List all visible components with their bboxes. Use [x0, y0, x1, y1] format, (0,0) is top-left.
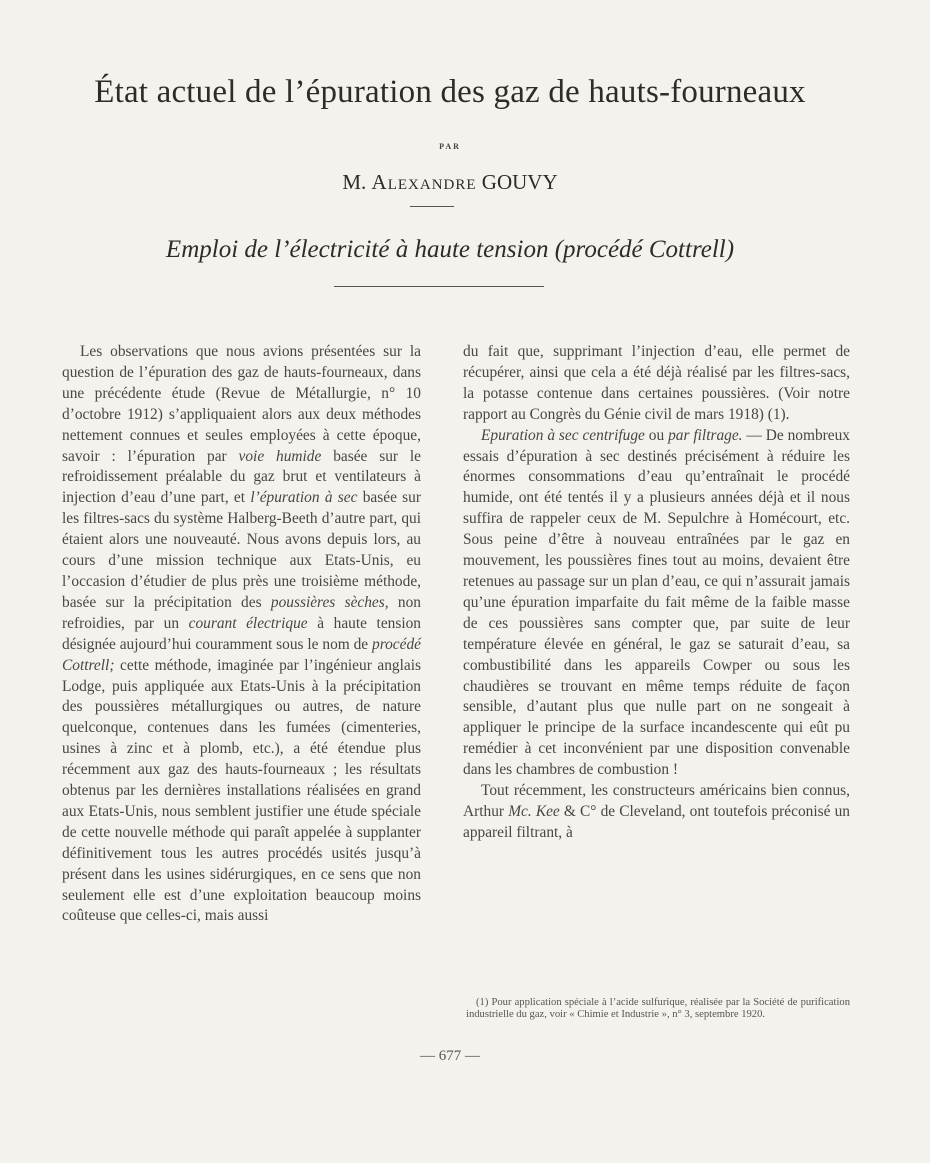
text-run: basée sur le refroidissement préalable du gaz brut et ventilateurs à injection d’eau d’une part, et	[62, 447, 422, 507]
emphasis: courant électrique	[188, 614, 308, 632]
text-run: non refroidies, par un	[62, 593, 421, 632]
emphasis: par filtrage.	[668, 426, 743, 444]
article-title: État actuel de l’épuration des gaz de hauts-fourneaux	[94, 74, 806, 110]
emphasis: poussières sèches,	[270, 593, 389, 611]
emphasis: procédé Cottrell;	[62, 635, 421, 674]
paragraph	[62, 342, 421, 927]
subtitle-divider	[334, 286, 544, 287]
author-first-name: Alexandre	[371, 170, 477, 194]
paragraph	[463, 781, 850, 844]
paragraph	[463, 426, 850, 781]
text-run: à haute tension désignée aujourd’hui couramment sous le nom de	[62, 614, 421, 653]
author-line	[0, 170, 900, 195]
text-run: Tout récemment, les constructeurs américains bien connus, Arthur	[463, 782, 850, 820]
text-run: basée sur les filtres-sacs du système Halberg-Beeth d’autre part, qui étaient alors une nouveauté. Nous avons depuis lors, au cours d’une mission technique aux Etats-Unis, eu l’occasion d’étudier de plus près une troisième méthode, basée sur la précipitation des	[62, 489, 421, 611]
text-run: Les observations que nous avions présentées sur la question de l’épuration des gaz de hauts-fourneaux, dans une précédente étude (Revue de Métallurgie, n° 10 d’octobre 1912) s’appliquaient alors aux deux méthodes nettement connues et seules employées à cette époque, savoir : l’épuration par	[62, 343, 421, 465]
text-run: & C° de Cleveland, ont toutefois préconisé un appareil filtrant, à	[463, 802, 850, 841]
right-column	[463, 342, 850, 844]
paragraph: du fait que, supprimant l’injection d’eau, elle permet de récupérer, ainsi que cela a été déjà réalisé par les filtres-sacs, la potasse contenue dans certaines poussières. (Voir notre rapport au Congrès du Génie civil de mars 1918) (1).	[463, 343, 850, 423]
emphasis: voie humide	[238, 447, 322, 465]
text-run: cette méthode, imaginée par l’ingénieur anglais Lodge, puis appliquée aux Etats-Unis à la précipitation des poussières métallurgiques ou autres, de nature quelconque, contenues dans les fumées (cimenteries, usines à zinc et à plomb, etc.), a été étendue plus récemment aux gaz des hauts-fourneaux ; les résultats obtenus par les dernières installations réalisées en grand aux Etats-Unis, nous semblent justifier une étude spéciale de cette nouvelle méthode qui paraît appelée à supplanter définitivement tous les autres procédés usités jusqu’à présent dans les usines sidérurgiques, en ce sens que non seulement elle est d’une exploitation beaucoup moins coûteuse que celles-ci, mais aussi	[62, 656, 421, 925]
emphasis: Mc. Kee	[508, 802, 560, 820]
left-column	[62, 342, 421, 927]
text-run: — De nombreux essais d’épuration à sec destinés précisément à réduire les énormes consommations d’eau qu’entraînait le procédé humide, ont été tentés il y a plusieurs années déjà et il nous suffira de rappeler ceux de M. Sepulchre à Homécourt, etc. Sous peine d’être à nouveau entraînées par le gaz en mouvement, les poussières fines tout au moins, devaient être retenues au passage sur un plan d’eau, ce qui n’assurait jamais qu’une épuration imparfaite du fait même de la faible masse de ces poussières sans compter que, par suite de leur température élevée en général, le gaz se saturait d’eau, sa combustibilité dans les appareils Cowper ou sous les chaudières se trouvant en même temps réduite de façon sensible, d’autant plus que nulle part on ne songeait à appliquer le principe de la surface incandescente qui eût pu remédier à cet inconvénient par une disposition convenable dans les chambres de combustion !	[463, 426, 850, 779]
text-run: ou	[644, 426, 669, 444]
title-divider	[410, 206, 454, 207]
page-number: — 677 —	[420, 1048, 480, 1064]
subtitle-parenthetical: (procédé Cottrell)	[554, 236, 735, 263]
by-label: PAR	[439, 142, 461, 151]
article-subtitle	[0, 236, 900, 264]
emphasis: l’épuration à sec	[250, 489, 358, 507]
subtitle-main: Emploi de l’électricité à haute tension	[165, 236, 555, 263]
author-last-name: GOUVY	[476, 170, 558, 194]
emphasis: Epuration à sec centrifuge	[481, 426, 645, 444]
author-prefix: M.	[342, 170, 372, 194]
footnote: (1) Pour application spéciale à l’acide sulfurique, réalisée par la Société de purification industrielle du gaz, voir « Chimie et Industrie », n° 3, septembre 1920.	[466, 997, 850, 1021]
